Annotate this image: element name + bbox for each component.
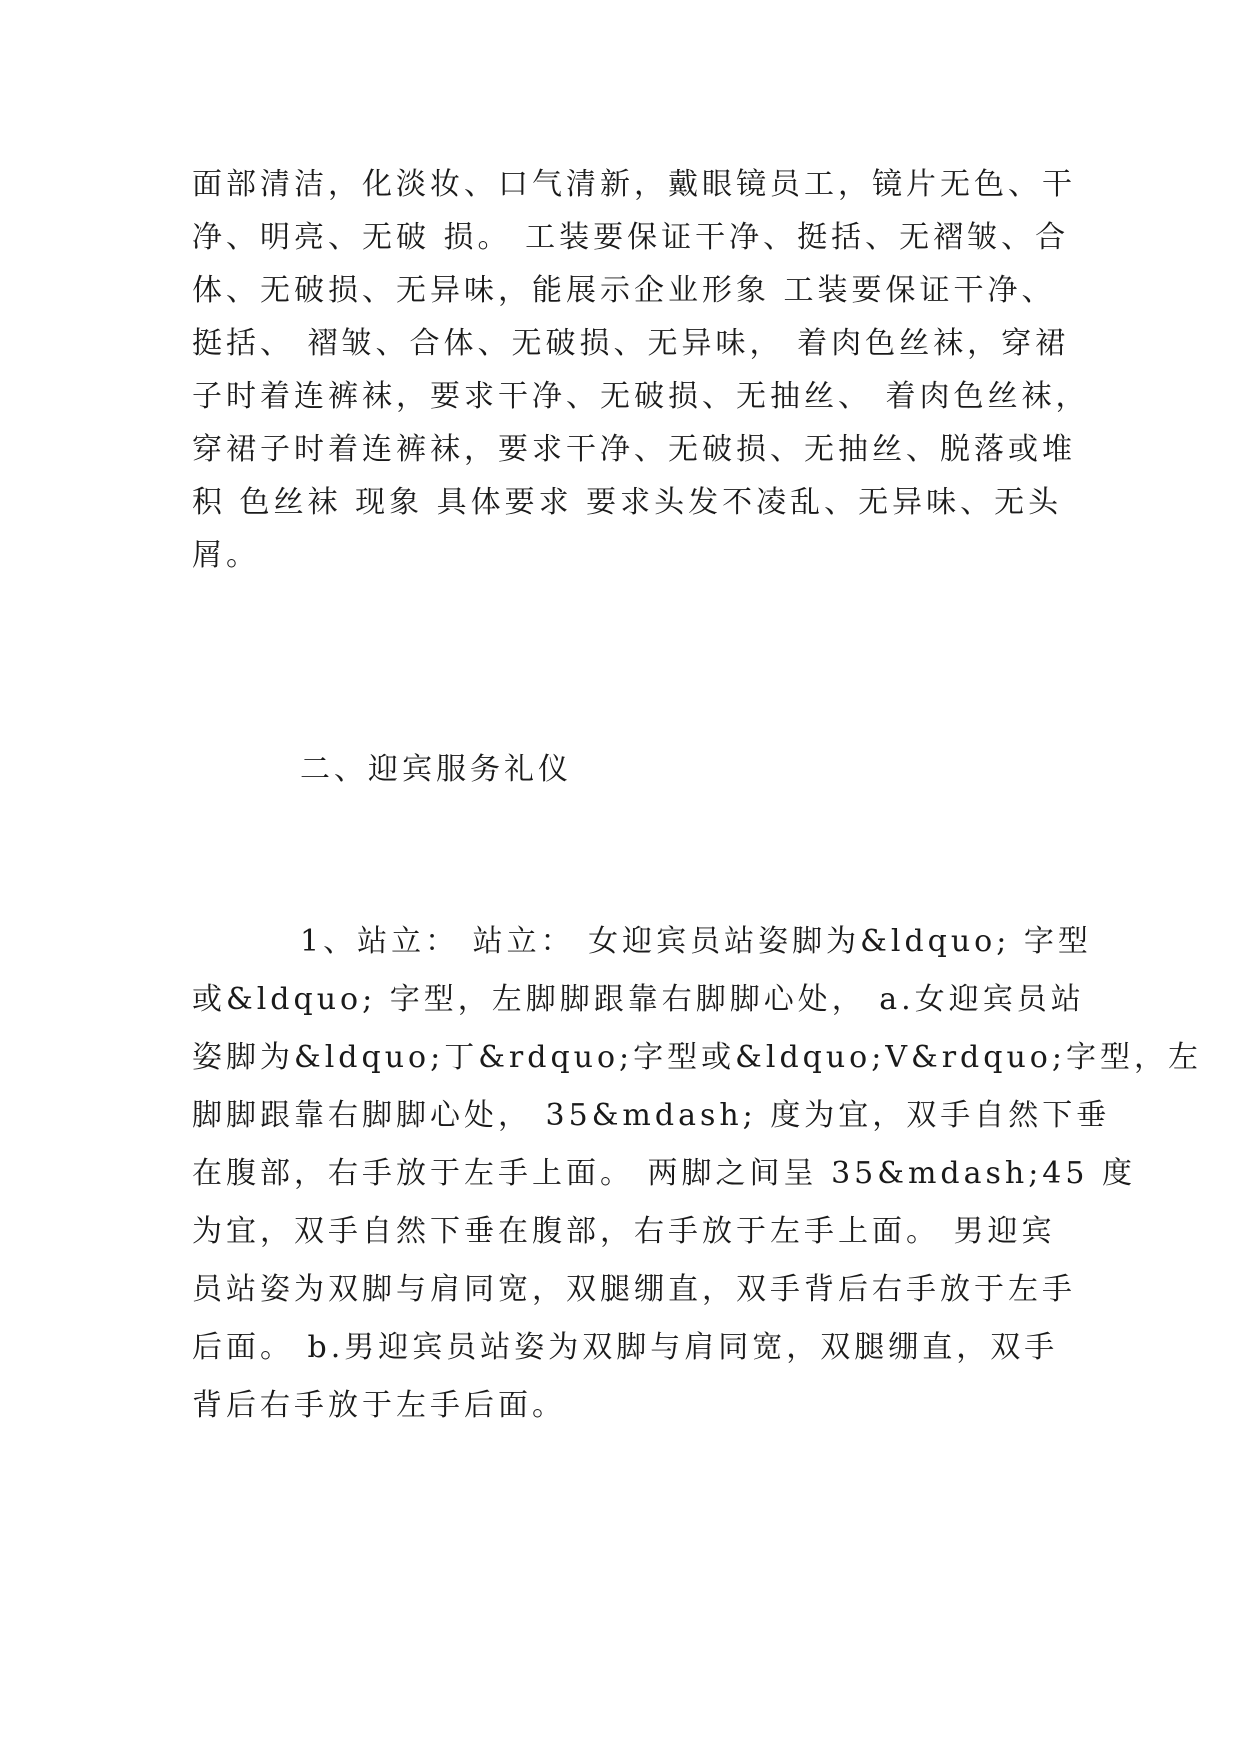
- paragraph-line: 子时着连裤袜，要求干净、无破损、无抽丝、 着肉色丝袜，: [192, 379, 1090, 414]
- paragraph-line: 姿脚为&ldquo;丁&rdquo;字型或&ldquo;V&rdquo;字型，左: [192, 1040, 1202, 1075]
- paragraph-line: 屑。: [192, 538, 260, 573]
- paragraph-line: 穿裙子时着连裤袜，要求干净、无破损、无抽丝、脱落或堆: [192, 432, 1076, 467]
- paragraph-line: 积 色丝袜 现象 具体要求 要求头发不凌乱、无异味、无头: [192, 485, 1063, 520]
- paragraph-line: 挺括、 褶皱、合体、无破损、无异味， 着肉色丝袜，穿裙: [192, 326, 1070, 361]
- paragraph-line: 净、明亮、无破 损。 工装要保证干净、挺括、无褶皱、合: [192, 220, 1070, 255]
- paragraph-line: 背后右手放于左手后面。: [192, 1388, 566, 1423]
- section-heading: 二、迎宾服务礼仪: [300, 752, 572, 787]
- paragraph-line: 脚脚跟靠右脚脚心处， 35&mdash; 度为宜，双手自然下垂: [192, 1098, 1111, 1133]
- paragraph-line: 或&ldquo; 字型，左脚脚跟靠右脚脚心处， a.女迎宾员站: [192, 982, 1085, 1017]
- paragraph-line: 员站姿为双脚与肩同宽，双腿绷直，双手背后右手放于左手: [192, 1272, 1076, 1307]
- paragraph-line: 体、无破损、无异味，能展示企业形象 工装要保证干净、: [192, 273, 1056, 308]
- paragraph-line: 面部清洁，化淡妆、口气清新，戴眼镜员工，镜片无色、干: [192, 167, 1076, 202]
- paragraph-line: 为宜，双手自然下垂在腹部，右手放于左手上面。 男迎宾: [192, 1214, 1056, 1249]
- paragraph-line: 在腹部，右手放于左手上面。 两脚之间呈 35&mdash;45 度: [192, 1156, 1137, 1191]
- paragraph-line: 后面。 b.男迎宾员站姿为双脚与肩同宽，双腿绷直，双手: [192, 1330, 1059, 1365]
- paragraph-line: 1、站立： 站立： 女迎宾员站姿脚为&ldquo; 字型: [300, 924, 1092, 959]
